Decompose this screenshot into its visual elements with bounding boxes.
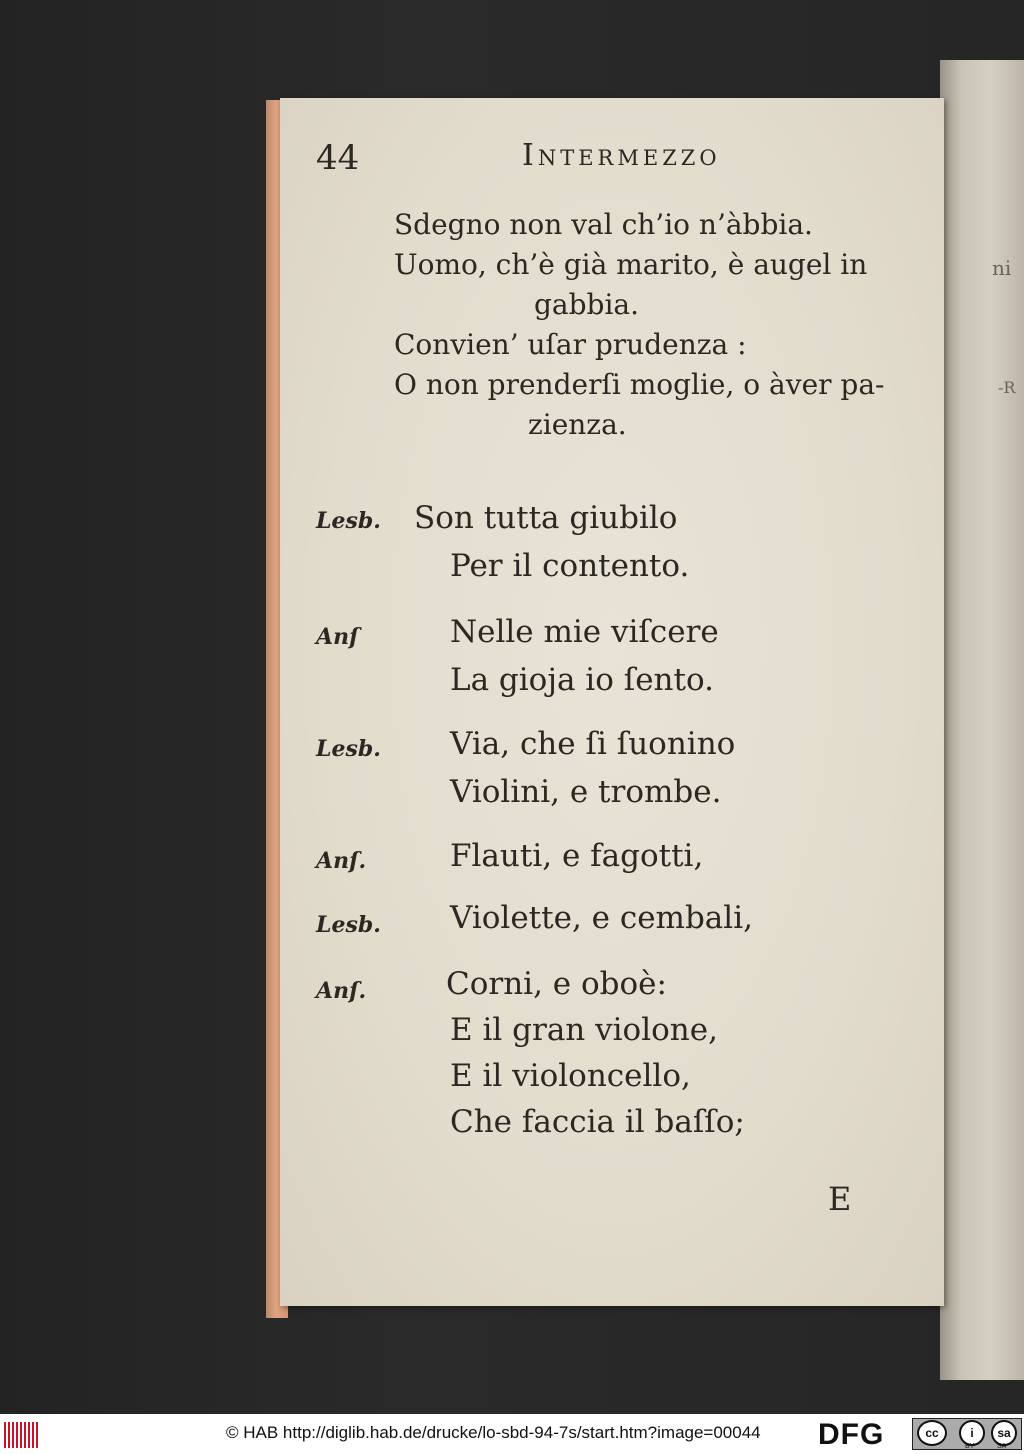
prose-line: O non prenderſi moglie, o àver pa- <box>394 368 885 401</box>
by-attribution-icon: i <box>959 1420 985 1446</box>
cc-icon: cc <box>917 1420 947 1446</box>
footer-bar <box>0 1414 1024 1454</box>
verse-line: Violette, e cembali, <box>450 900 753 936</box>
prose-line: Uomo, ch’è già marito, è augel in <box>394 248 868 281</box>
prose-line: Sdegno non val ch’io n’àbbia. <box>394 208 813 241</box>
verse-line: Per il contento. <box>450 548 690 584</box>
verse-line: Corni, e oboè: <box>446 966 667 1002</box>
barcode-icon <box>4 1422 40 1448</box>
adjacent-page-fragment: ni <box>992 256 1012 280</box>
prose-line: zienza. <box>528 408 627 441</box>
page-number: 44 <box>316 138 360 178</box>
share-alike-icon: sa <box>991 1420 1017 1446</box>
speaker-label: Anſ. <box>316 978 367 1004</box>
book-page <box>280 98 944 1306</box>
signature-mark: E <box>828 1180 852 1218</box>
license-by-label: BY <box>965 1443 975 1450</box>
speaker-label: Lesb. <box>316 912 381 938</box>
speaker-label: Lesb. <box>316 736 381 762</box>
running-head-title: Intermezzo <box>522 138 721 173</box>
prose-line: Convien’ uſar prudenza : <box>394 328 747 361</box>
speaker-label: Anſ. <box>316 848 367 874</box>
verse-line: Nelle mie viſcere <box>450 614 719 650</box>
speaker-label: Lesb. <box>316 508 381 534</box>
cc-license-badge[interactable] <box>912 1418 1022 1450</box>
dfg-logo: DFG <box>818 1418 885 1451</box>
verse-line: Via, che ſi ſuonino <box>450 726 736 762</box>
verse-line: E il violoncello, <box>450 1058 691 1094</box>
verse-line: Son tutta giubilo <box>414 500 678 536</box>
verse-line: Che faccia il baſſo; <box>450 1104 745 1140</box>
adjacent-page-fragment: -R <box>998 378 1016 397</box>
speaker-label: Anſ <box>316 624 359 650</box>
verse-line: Flauti, e fagotti, <box>450 838 704 874</box>
adjacent-page-edge <box>940 60 1024 1380</box>
prose-line: gabbia. <box>534 288 640 321</box>
license-sa-label: SA <box>997 1443 1007 1450</box>
verse-line: Violini, e trombe. <box>450 774 722 810</box>
verse-line: La gioja io ſento. <box>450 662 714 698</box>
verse-line: E il gran violone, <box>450 1012 718 1048</box>
footer-credit-link[interactable]: © HAB http://diglib.hab.de/drucke/lo-sbd-94-7s/start.htm?image=00044 <box>226 1423 761 1442</box>
